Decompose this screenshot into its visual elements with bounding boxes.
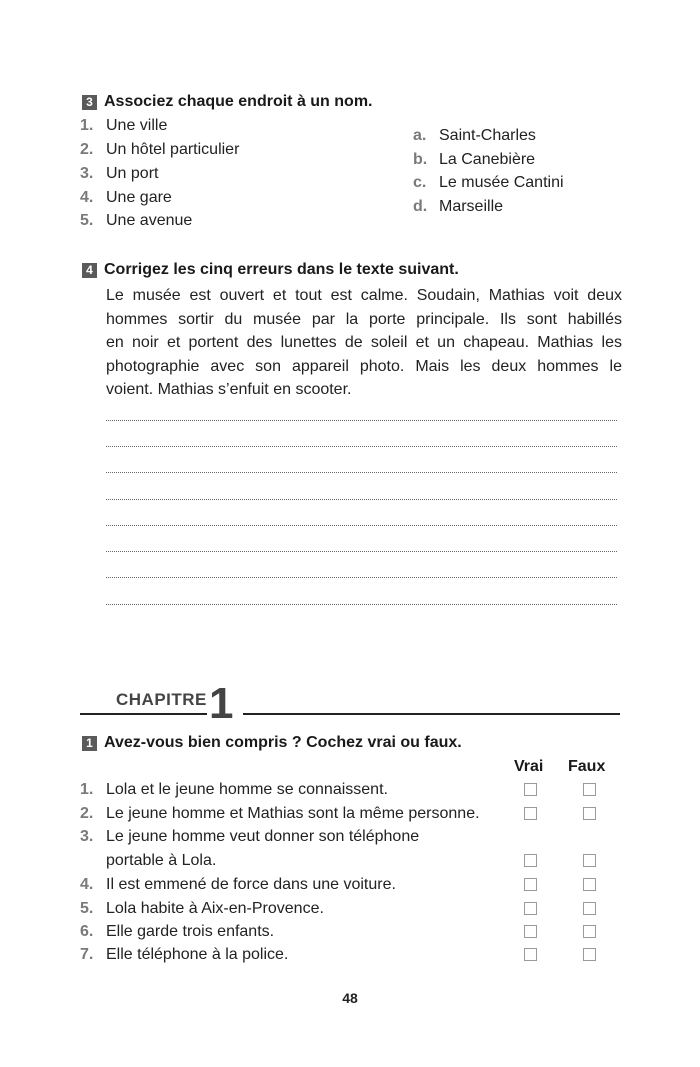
paragraph-line: photographie avec son appareil photo. Mais les deux hommes le [106, 357, 622, 375]
paragraph-line: en noir et portent des lunettes de soleil et un chapeau. Mathias les [106, 334, 622, 352]
chapter-number: 1 [209, 679, 234, 728]
ex1-item-text: Lola et le jeune homme se connaissent. [106, 781, 388, 798]
false-checkbox[interactable] [583, 902, 596, 915]
chapter-rule-right [243, 713, 620, 715]
ex3-item-text: Une ville [106, 117, 168, 134]
true-checkbox[interactable] [524, 854, 537, 867]
answer-line[interactable] [106, 551, 617, 552]
ex1-item-text: Il est emmené de force dans une voiture. [106, 876, 396, 893]
answer-line[interactable] [106, 525, 617, 526]
ex1-item-text: Le jeune homme et Mathias sont la même personne. [106, 805, 480, 822]
ex3-item-text: Un hôtel particulier [106, 141, 240, 158]
true-checkbox[interactable] [524, 925, 537, 938]
ex3-option-text: Marseille [439, 198, 504, 215]
ex1-item-text: Elle téléphone à la police. [106, 946, 289, 963]
true-checkbox[interactable] [524, 902, 537, 915]
ex3-option-letter: d. [413, 198, 428, 215]
ex3-item-number: 2. [80, 141, 94, 158]
ex1-item-number: 7. [80, 946, 94, 963]
ex3-item-number: 5. [80, 212, 94, 229]
ex3-item-number: 1. [80, 117, 94, 134]
answer-line[interactable] [106, 446, 617, 447]
ex3-item-text: Une gare [106, 189, 172, 206]
answer-line[interactable] [106, 604, 617, 605]
false-checkbox[interactable] [583, 878, 596, 891]
ex1-item-text: Elle garde trois enfants. [106, 923, 275, 940]
false-checkbox[interactable] [583, 807, 596, 820]
false-checkbox[interactable] [583, 948, 596, 961]
ex1-item-text-continuation: portable à Lola. [106, 852, 217, 869]
exercise-4-badge: 4 [82, 263, 97, 278]
true-checkbox[interactable] [524, 948, 537, 961]
answer-line[interactable] [106, 499, 617, 500]
ex1-item-number: 5. [80, 900, 94, 917]
exercise-3-badge: 3 [82, 95, 97, 110]
ex3-item-number: 4. [80, 189, 94, 206]
true-checkbox[interactable] [524, 783, 537, 796]
ex3-option-letter: c. [413, 174, 427, 191]
ex3-option-text: Saint-Charles [439, 127, 536, 144]
ex1-item-number: 4. [80, 876, 94, 893]
column-false-header: Faux [568, 758, 606, 775]
chapter-rule-left [80, 713, 207, 715]
column-true-header: Vrai [514, 758, 544, 775]
paragraph-line: Le musée est ouvert et tout est calme. Soudain, Mathias voit deux [106, 287, 622, 304]
answer-line[interactable] [106, 577, 617, 578]
exercise-4-paragraph [106, 284, 622, 402]
exercise-4-title: Corrigez les cinq erreurs dans le texte suivant. [104, 261, 459, 278]
answer-line[interactable] [106, 420, 617, 421]
paragraph-line: voient. Mathias s’enfuit en scooter. [106, 381, 352, 399]
ex1-item-text: Le jeune homme veut donner son téléphone [106, 828, 420, 845]
ex3-option-letter: b. [413, 151, 428, 168]
ex3-option-letter: a. [413, 127, 427, 144]
exercise-3-title: Associez chaque endroit à un nom. [104, 93, 373, 110]
ex3-item-number: 3. [80, 165, 94, 182]
ex3-item-text: Une avenue [106, 212, 193, 229]
chapter-label: CHAPITRE [116, 690, 207, 709]
true-checkbox[interactable] [524, 878, 537, 891]
true-checkbox[interactable] [524, 807, 537, 820]
ex1-item-number: 6. [80, 923, 94, 940]
page-number: 48 [342, 990, 358, 1006]
answer-line[interactable] [106, 472, 617, 473]
paragraph-line: hommes sortir du musée par la porte principale. Ils sont habillés [106, 310, 622, 328]
exercise-1-badge: 1 [82, 736, 97, 751]
ex3-option-text: La Canebière [439, 151, 536, 168]
false-checkbox[interactable] [583, 854, 596, 867]
ex1-item-text: Lola habite à Aix-en-Provence. [106, 900, 324, 917]
ex3-item-text: Un port [106, 165, 159, 182]
ex3-option-text: Le musée Cantini [439, 174, 564, 191]
ex1-item-number: 3. [80, 828, 94, 845]
ex1-item-number: 2. [80, 805, 94, 822]
false-checkbox[interactable] [583, 925, 596, 938]
false-checkbox[interactable] [583, 783, 596, 796]
ex1-item-number: 1. [80, 781, 94, 798]
exercise-1-title: Avez-vous bien compris ? Cochez vrai ou faux. [104, 734, 462, 751]
